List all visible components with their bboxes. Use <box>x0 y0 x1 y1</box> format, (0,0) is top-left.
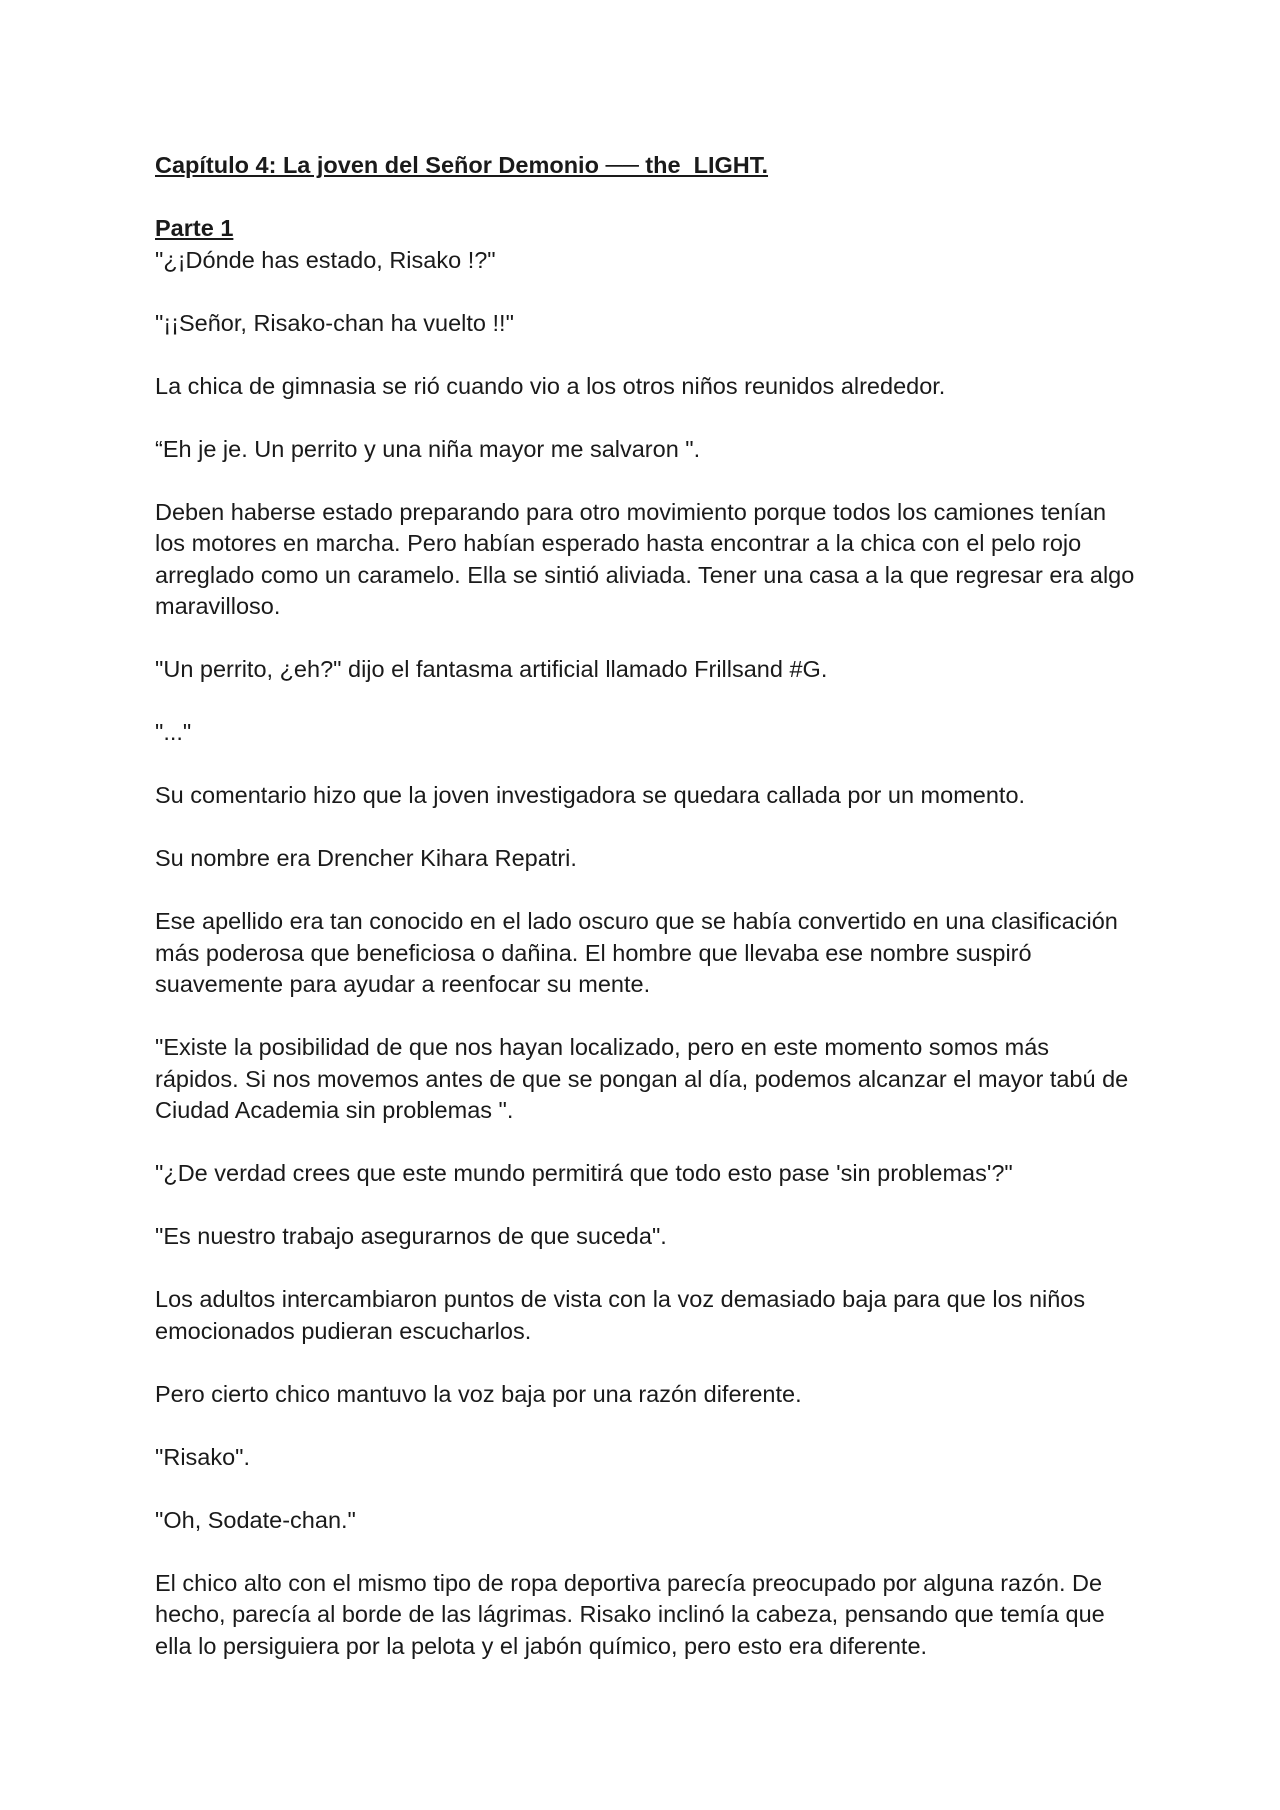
paragraph: Su nombre era Drencher Kihara Repatri. <box>155 845 577 871</box>
part-title: Parte 1 <box>155 215 234 241</box>
paragraph: "Un perrito, ¿eh?" dijo el fantasma artificial llamado Frillsand #G. <box>155 656 828 682</box>
paragraph: "Risako". <box>155 1443 251 1470</box>
paragraph: "¿De verdad crees que este mundo permitirá que todo esto pase 'sin problemas'?" <box>155 1160 1013 1186</box>
paragraph: Los adultos intercambiaron puntos de vista con la voz demasiado baja para que los niños emocionados pudieran escucharlos. <box>155 1286 1086 1344</box>
paragraph: "Existe la posibilidad de que nos hayan localizado, pero en este momento somos más rápidos. Si nos movemos antes de que se pongan al día, podemos alcanzar el mayor tabú de Ciudad Academia sin problemas ". <box>155 1034 1129 1123</box>
paragraph: La chica de gimnasia se rió cuando vio a los otros niños reunidos alrededor. <box>155 372 946 399</box>
chapter-title: Capítulo 4: La joven del Señor Demonio ── the_LIGHT. <box>155 152 769 178</box>
paragraph: Pero cierto chico mantuvo la voz baja por una razón diferente. <box>155 1380 802 1407</box>
document-page <box>155 150 1135 1694</box>
paragraph: Deben haberse estado preparando para otro movimiento porque todos los camiones tenían los motores en marcha. Pero habían esperado hasta encontrar a la chica con el pelo rojo arreglado como un caramelo. Ella se sintió aliviada. Tener una casa a la que regresar era algo maravilloso. <box>155 498 1135 619</box>
paragraph: Ese apellido era tan conocido en el lado oscuro que se había convertido en una clasificación más poderosa que beneficiosa o dañina. El hombre que llevaba ese nombre suspiró suavemente para ayudar a reenfocar su mente. <box>155 908 1118 997</box>
paragraph: “Eh je je. Un perrito y una niña mayor me salvaron ". <box>155 435 701 462</box>
paragraph: "¡¡Señor, Risako-chan ha vuelto !!" <box>155 309 514 336</box>
paragraph: "Oh, Sodate-chan." <box>155 1506 356 1533</box>
paragraph: El chico alto con el mismo tipo de ropa deportiva parecía preocupado por alguna razón. De hecho, parecía al borde de las lágrimas. Risako inclinó la cabeza, pensando que temía que ella lo persiguiera por la pelota y el jabón químico, pero esto era diferente. <box>155 1569 1105 1659</box>
paragraph: "..." <box>155 719 192 745</box>
paragraph: "¿¡Dónde has estado, Risako !?" <box>155 246 496 273</box>
paragraph: "Es nuestro trabajo asegurarnos de que suceda". <box>155 1223 667 1249</box>
paragraph: Su comentario hizo que la joven investigadora se quedara callada por un momento. <box>155 782 1026 808</box>
